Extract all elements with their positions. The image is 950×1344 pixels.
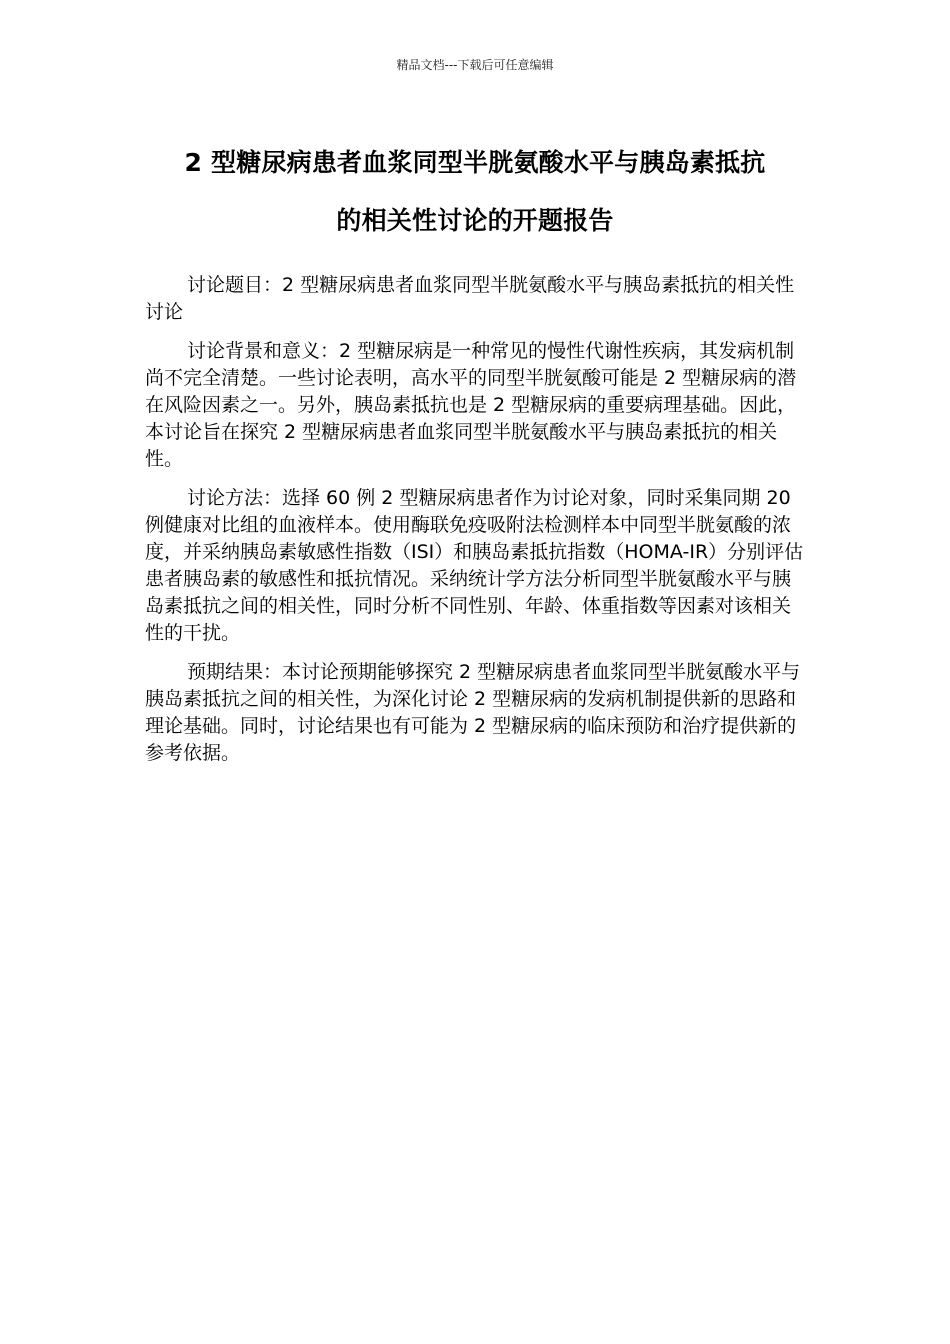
topic-text: 2 型糖尿病患者血浆同型半胱氨酸水平与胰岛素抵抗的相关性讨论 <box>145 274 795 323</box>
background-paragraph <box>145 338 805 473</box>
expected-results-text: 本讨论预期能够探究 2 型糖尿病患者血浆同型半胱氨酸水平与胰岛素抵抗之间的相关性，为深化讨论 2 型糖尿病的发病机制提供新的思路和理论基础。同时，讨论结果也有可能为 2 型糖尿病的临床预防和治疗提供新的参考依据。 <box>145 661 801 764</box>
document-body <box>145 272 805 779</box>
title-line-1: 2 型糖尿病患者血浆同型半胱氨酸水平与胰岛素抵抗 <box>184 148 766 177</box>
topic-paragraph <box>145 272 805 326</box>
header-note: 精品文档---下载后可任意编辑 <box>396 58 554 72</box>
expected-results-label: 预期结果： <box>187 661 283 683</box>
title-line-2: 的相关性讨论的开题报告 <box>336 206 614 235</box>
topic-label: 讨论题目： <box>187 274 283 296</box>
background-label: 讨论背景和意义： <box>187 340 340 362</box>
methods-label: 讨论方法： <box>187 487 283 509</box>
methods-text: 选择 60 例 2 型糖尿病患者作为讨论对象，同时采集同期 20 例健康对比组的血液样本。使用酶联免疫吸附法检测样本中同型半胱氨酸的浓度，并采纳胰岛素敏感性指数（ISI）和胰岛素抵抗指数（HOMA-IR）分别评估患者胰岛素的敏感性和抵抗情况。采纳统计学方法分析同型半胱氨酸水平与胰岛素抵抗之间的相关性，同时分析不同性别、年龄、体重指数等因素对该相关性的干扰。 <box>145 487 804 644</box>
expected-results-paragraph <box>145 659 805 767</box>
methods-paragraph <box>145 485 805 647</box>
background-text: 2 型糖尿病是一种常见的慢性代谢性疾病，其发病机制尚不完全清楚。一些讨论表明，高水平的同型半胱氨酸可能是 2 型糖尿病的潜在风险因素之一。另外，胰岛素抵抗也是 2 型糖尿病的重要病理基础。因此，本讨论旨在探究 2 型糖尿病患者血浆同型半胱氨酸水平与胰岛素抵抗的相关性。 <box>145 340 797 470</box>
document-title <box>140 134 810 250</box>
